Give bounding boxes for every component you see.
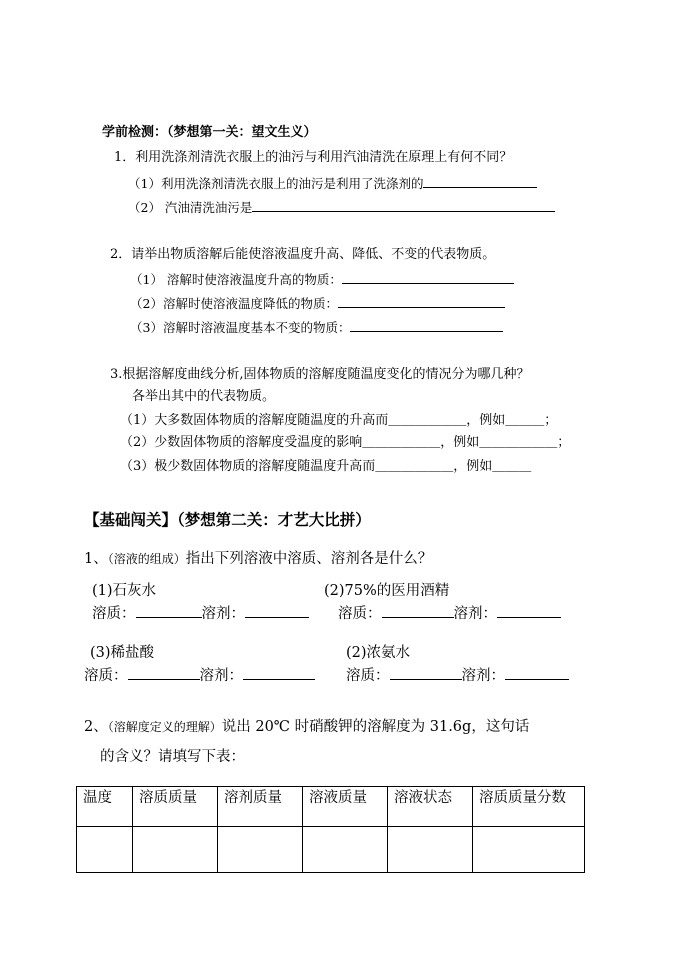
question-3c: （3）极少数固体物质的溶解度随温度升高而＿＿＿＿＿＿，例如＿＿＿ [120,459,532,474]
cell-solute-mass[interactable] [133,827,218,873]
question-2a [130,272,514,287]
solute-label: 溶质： [346,668,390,684]
answer-blank-2a[interactable] [342,272,514,284]
solvent-blank-3[interactable] [243,668,315,680]
item-ammonia: (2)浓氨水 [346,645,411,661]
question-1a-text: （1）利用洗涤剂清洗衣服上的油污是利用了洗涤剂的 [128,176,424,191]
s2-q2-tag: （溶解度定义的理解） [107,720,222,734]
solute-blank-4[interactable] [390,668,462,680]
header-solute-mass: 溶质质量 [133,787,218,827]
header-mass-fraction: 溶质质量分数 [473,787,585,827]
answer-blank-1b[interactable] [252,200,555,212]
answer-blank-1a[interactable] [423,176,537,188]
section2-title: 【基础闯关】（梦想第二关：才艺大比拼） [84,510,371,529]
question-2c-text: （3）溶解时溶液温度基本不变的物质： [130,320,351,335]
table-header-row [77,787,585,827]
solvent-blank-2[interactable] [497,606,561,618]
s2-question-1 [84,552,432,567]
s2-q2-number: 2、 [84,719,108,735]
item-limewater: (1)石灰水 [92,583,157,599]
question-2c [130,320,503,335]
limewater-answers [92,606,309,622]
solvent-label: 溶剂： [461,668,505,684]
s2-q1-text: 指出下列溶液中溶质、溶剂各是什么？ [185,551,433,567]
item-medical-alcohol: (2)75%的医用酒精 [324,583,450,599]
question-3-line2: 各举出其中的代表物质。 [132,389,276,404]
s2-question-2-line2: 的含义？请填写下表： [100,749,245,765]
header-temperature: 温度 [77,787,133,827]
question-1a [128,176,537,191]
question-2b [130,296,505,311]
solute-blank-2[interactable] [382,606,454,618]
solute-label: 溶质： [338,606,382,622]
table-row [77,827,585,873]
solvent-blank-4[interactable] [505,668,569,680]
solvent-label: 溶剂： [201,606,245,622]
header-solvent-mass: 溶剂质量 [218,787,303,827]
question-1b-text: （2） 汽油清洗油污是 [128,200,253,215]
question-1: 1．利用洗涤剂清洗衣服上的油污与利用汽油清洗在原理上有何不同？ [114,150,513,165]
question-3b: （2）少数固体物质的溶解度受温度的影响＿＿＿＿＿＿，例如＿＿＿＿＿＿； [120,435,571,450]
answer-blank-2c[interactable] [350,320,503,332]
s2-q1-tag: （溶液的组成） [107,552,186,566]
header-solution-state: 溶液状态 [388,787,473,827]
s2-question-2 [84,720,529,735]
solute-label: 溶质： [92,606,136,622]
section1-title: 学前检测：（梦想第一关：望文生义） [102,125,317,140]
ammonia-answers [346,668,569,684]
cell-mass-fraction[interactable] [473,827,585,873]
cell-solution-state[interactable] [388,827,473,873]
alcohol-answers [338,606,561,622]
cell-solution-mass[interactable] [303,827,388,873]
question-2: 2．请举出物质溶解后能使溶液温度升高、降低、不变的代表物质。 [110,247,496,262]
solute-label: 溶质： [84,668,128,684]
question-3a: （1）大多数固体物质的溶解度随温度的升高而＿＿＿＿＿＿，例如＿＿＿； [120,413,558,428]
header-solution-mass: 溶液质量 [303,787,388,827]
solvent-blank-1[interactable] [245,606,309,618]
s2-q1-number: 1、 [84,551,108,567]
question-3-line1: 3.根据溶解度曲线分析,固体物质的溶解度随温度变化的情况分为哪几种？ [110,367,530,382]
solvent-label: 溶剂： [453,606,497,622]
solubility-table [76,786,585,873]
item-dilute-hcl: (3)稀盐酸 [90,645,155,661]
cell-temperature[interactable] [77,827,133,873]
cell-solvent-mass[interactable] [218,827,303,873]
s2-q2-text: 说出 20℃ 时硝酸钾的溶解度为 31.6g，这句话 [221,719,530,735]
question-2a-text: （1） 溶解时使溶液温度升高的物质： [130,272,342,287]
question-2b-text: （2）溶解时使溶液温度降低的物质： [130,296,338,311]
answer-blank-2b[interactable] [338,296,505,308]
solvent-label: 溶剂： [199,668,243,684]
hcl-answers [84,668,315,684]
solute-blank-1[interactable] [136,606,202,618]
question-1b [128,200,555,215]
solute-blank-3[interactable] [128,668,200,680]
